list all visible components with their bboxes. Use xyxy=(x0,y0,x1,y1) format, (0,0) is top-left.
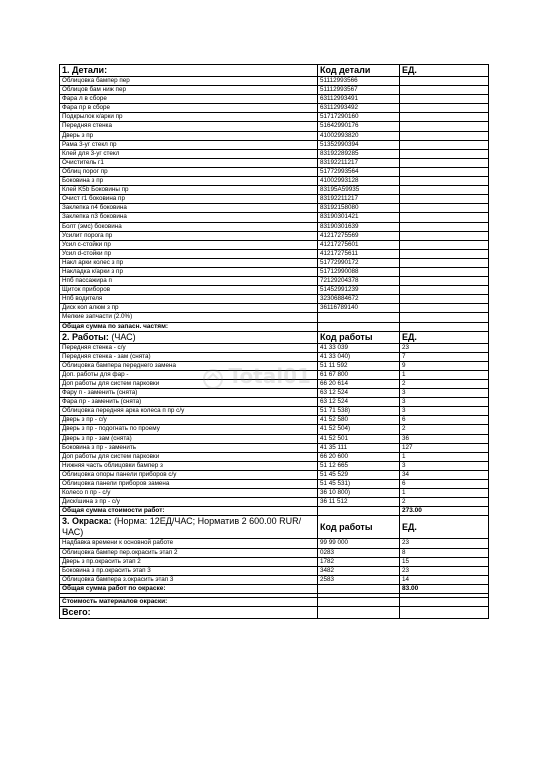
part-row xyxy=(60,231,489,240)
labor-row-unit: 6 xyxy=(400,416,489,425)
labor-row-name: Доп работы для систем парковки xyxy=(60,452,318,461)
part-row-unit xyxy=(400,195,489,204)
part-row-unit xyxy=(400,186,489,195)
labor-row-code: 63 12 524 xyxy=(318,389,400,398)
labor-row-code: 36 11 512 xyxy=(318,498,400,507)
part-row-name: Фара пр в сборе xyxy=(60,104,318,113)
parts-total xyxy=(60,322,489,331)
labor-row-name: Облицовка передняя арка колеса п пр с/у xyxy=(60,407,318,416)
part-row xyxy=(60,277,489,286)
part-row-code: 32306884672 xyxy=(318,295,400,304)
labor-header-row xyxy=(60,331,489,343)
parts-total-label: Общая сумма по запасн. частям: xyxy=(60,322,318,331)
labor-row-code: 41 52 501 xyxy=(318,434,400,443)
part-row-unit xyxy=(400,286,489,295)
part-row xyxy=(60,258,489,267)
materials-value xyxy=(400,597,489,606)
part-row-unit xyxy=(400,77,489,86)
part-row-unit xyxy=(400,167,489,176)
part-row-code: 41217275569 xyxy=(318,231,400,240)
paint-row xyxy=(60,575,489,584)
part-row-unit xyxy=(400,204,489,213)
paint-total-spacer xyxy=(318,584,400,593)
part-row-code: 41217275611 xyxy=(318,249,400,258)
parts-header-row xyxy=(60,65,489,77)
part-row-code xyxy=(318,313,400,322)
labor-row-unit: 1 xyxy=(400,489,489,498)
part-row-name: Нпб водителя xyxy=(60,295,318,304)
paint-row-unit: 8 xyxy=(400,548,489,557)
part-row-name: Накл арки колес з пр xyxy=(60,258,318,267)
paint-title-note: (Норма: 12ЕД/ЧАС; Норматив 2 600.00 RUR/ЧАС) xyxy=(62,516,302,538)
paint-row-unit: 23 xyxy=(400,566,489,575)
part-row xyxy=(60,86,489,95)
part-row-unit xyxy=(400,277,489,286)
labor-row-unit: 3 xyxy=(400,407,489,416)
parts-total-value xyxy=(400,322,489,331)
labor-row-code: 51 12 665 xyxy=(318,461,400,470)
labor-row-unit: 34 xyxy=(400,470,489,479)
labor-row xyxy=(60,398,489,407)
labor-row-name: Облицовка опоры панели приборов с/у xyxy=(60,470,318,479)
labor-row-code: 41 33 040) xyxy=(318,352,400,361)
part-row xyxy=(60,267,489,276)
labor-row-unit: 6 xyxy=(400,480,489,489)
part-row-name: Заклепка n4 боковина xyxy=(60,204,318,213)
part-row-name: Усил с-стойки пр xyxy=(60,240,318,249)
parts-total-row xyxy=(60,322,489,331)
part-row xyxy=(60,140,489,149)
labor-row-unit: 2 xyxy=(400,498,489,507)
part-row-name: Болт (эмс) боковина xyxy=(60,222,318,231)
labor-row-unit: 9 xyxy=(400,361,489,370)
labor-row-code: 63 12 524 xyxy=(318,398,400,407)
labor-row-name: Фара пр - заменить (снята) xyxy=(60,398,318,407)
labor-row-unit: 3 xyxy=(400,398,489,407)
labor-unit-header: ЕД. xyxy=(400,331,489,343)
parts-title: 1. Детали: xyxy=(60,65,318,77)
part-row-name: Щиток приборов xyxy=(60,286,318,295)
part-row-unit xyxy=(400,104,489,113)
part-row-unit xyxy=(400,131,489,140)
labor-row xyxy=(60,425,489,434)
materials-row xyxy=(60,597,489,606)
labor-row xyxy=(60,343,489,352)
part-row-unit xyxy=(400,304,489,313)
labor-total-row xyxy=(60,507,489,516)
part-row xyxy=(60,249,489,258)
part-row-code: 83192211217 xyxy=(318,158,400,167)
labor-title: 2. Работы: xyxy=(62,331,109,342)
labor-row-unit: 2 xyxy=(400,380,489,389)
part-row xyxy=(60,286,489,295)
labor-row-code: 41 33 039 xyxy=(318,343,400,352)
part-row-name: Усилит порога пр xyxy=(60,231,318,240)
part-row xyxy=(60,113,489,122)
parts-code-header: Код детали xyxy=(318,65,400,77)
part-row-name: Фара л в сборе xyxy=(60,95,318,104)
part-row-unit xyxy=(400,258,489,267)
paint-row-name: Облицовка бампер пер.окрасить этап 2 xyxy=(60,548,318,557)
paint-code-header: Код работы xyxy=(318,516,400,539)
part-row-name: Рама 3-уг стекл пр xyxy=(60,140,318,149)
labor-code-header: Код работы xyxy=(318,331,400,343)
part-row xyxy=(60,304,489,313)
paint-row-code: 99 99 000 xyxy=(318,539,400,548)
part-row-code: 72129204378 xyxy=(318,277,400,286)
labor-total-value: 273.00 xyxy=(400,507,489,516)
part-row xyxy=(60,77,489,86)
labor-row xyxy=(60,352,489,361)
part-row-code: 51352990394 xyxy=(318,140,400,149)
part-row-unit xyxy=(400,249,489,258)
labor-row-name: Нижняя часть облицовки бампер з xyxy=(60,461,318,470)
part-row-unit xyxy=(400,240,489,249)
labor-row xyxy=(60,443,489,452)
part-row-name: Очиститель г1 xyxy=(60,158,318,167)
part-row-code: 51112993567 xyxy=(318,86,400,95)
labor-row xyxy=(60,361,489,370)
labor-row-code: 51 45 531) xyxy=(318,480,400,489)
labor-row-code: 51 45 529 xyxy=(318,470,400,479)
part-row-unit xyxy=(400,158,489,167)
grand-total-row xyxy=(60,607,489,619)
labor-row xyxy=(60,461,489,470)
paint-total-row xyxy=(60,584,489,593)
part-row-name: Диск кол алюм з пр xyxy=(60,304,318,313)
part-row xyxy=(60,186,489,195)
part-row-unit xyxy=(400,295,489,304)
part-row xyxy=(60,122,489,131)
part-row-name: Очист г1 боковина пр xyxy=(60,195,318,204)
labor-row xyxy=(60,389,489,398)
part-row-unit xyxy=(400,95,489,104)
labor-title-note: (ЧАС) xyxy=(111,331,136,342)
part-row xyxy=(60,149,489,158)
part-row-name: Передняя стенка xyxy=(60,122,318,131)
part-row-unit xyxy=(400,267,489,276)
paint-row-code: 0283 xyxy=(318,548,400,557)
labor-row-code: 66 20 614 xyxy=(318,380,400,389)
part-row-code: 51712990088 xyxy=(318,267,400,276)
watermark-text: Total01 xyxy=(228,364,311,388)
labor-row-unit: 36 xyxy=(400,434,489,443)
part-row xyxy=(60,131,489,140)
labor-row-code: 66 20 600 xyxy=(318,452,400,461)
part-row-unit xyxy=(400,313,489,322)
part-row-unit xyxy=(400,140,489,149)
paint-row-code: 2583 xyxy=(318,575,400,584)
paint-total xyxy=(60,584,489,618)
parts-section xyxy=(60,65,489,323)
part-row-code: 51717290160 xyxy=(318,113,400,122)
part-row xyxy=(60,295,489,304)
part-row-name: Накладка к/арки з пр xyxy=(60,267,318,276)
labor-row xyxy=(60,470,489,479)
labor-section xyxy=(60,331,489,507)
paint-row-unit: 14 xyxy=(400,575,489,584)
paint-unit-header: ЕД. xyxy=(400,516,489,539)
grand-total-spacer xyxy=(318,607,400,619)
part-row-code: 36116789140 xyxy=(318,304,400,313)
part-row-unit xyxy=(400,86,489,95)
labor-title-cell xyxy=(60,331,318,343)
labor-row-name: Дверь з пр - подогнать по проему xyxy=(60,425,318,434)
paint-title-cell xyxy=(60,516,318,539)
labor-row-name: Доп работы для систем парковки xyxy=(60,380,318,389)
part-row-name: Заклепка n3 боковина xyxy=(60,213,318,222)
part-row-code: 51452991239 xyxy=(318,286,400,295)
paint-row xyxy=(60,557,489,566)
labor-row-name: Передняя стенка - зам (снята) xyxy=(60,352,318,361)
part-row xyxy=(60,222,489,231)
paint-row-unit: 23 xyxy=(400,539,489,548)
labor-row-unit: 3 xyxy=(400,389,489,398)
part-row-unit xyxy=(400,213,489,222)
labor-row-name: Дверь з пр - с/у xyxy=(60,416,318,425)
part-row xyxy=(60,204,489,213)
part-row-name: Облицов бам ниж пер xyxy=(60,86,318,95)
grand-total-value xyxy=(400,607,489,619)
paint-row-name: Надбавка времени к основной работе xyxy=(60,539,318,548)
labor-row-code: 51 11 592 xyxy=(318,361,400,370)
labor-row-unit: 3 xyxy=(400,461,489,470)
part-row-name: Мелкие запчасти (2.0%) xyxy=(60,313,318,322)
paint-row xyxy=(60,539,489,548)
part-row-name: Клей для 3-уг стекл xyxy=(60,149,318,158)
part-row-code: 83192211217 xyxy=(318,195,400,204)
part-row-name: Боковина з пр xyxy=(60,177,318,186)
paint-row-code: 3482 xyxy=(318,566,400,575)
part-row-unit xyxy=(400,231,489,240)
labor-row-name: Дверь з пр - зам (снята) xyxy=(60,434,318,443)
part-row-code: 51112993566 xyxy=(318,77,400,86)
part-row-code: 41002993128 xyxy=(318,177,400,186)
labor-row xyxy=(60,407,489,416)
paint-section xyxy=(60,516,489,584)
labor-total-spacer xyxy=(318,507,400,516)
parts-total-spacer xyxy=(318,322,400,331)
paint-row-name: Боковина з пр.окрасить этап 3 xyxy=(60,566,318,575)
part-row xyxy=(60,167,489,176)
labor-row-unit: 23 xyxy=(400,343,489,352)
paint-row xyxy=(60,548,489,557)
labor-row-unit: 2 xyxy=(400,425,489,434)
part-row-unit xyxy=(400,122,489,131)
labor-row-code: 41 35 111 xyxy=(318,443,400,452)
part-row-code: 83190301639 xyxy=(318,222,400,231)
part-row-name: Подкрылок к/арки пр xyxy=(60,113,318,122)
labor-row-code: 51 71 538) xyxy=(318,407,400,416)
labor-row-code: 41 52 504) xyxy=(318,425,400,434)
paint-row-name: Дверь з пр.окрасить этап 2 xyxy=(60,557,318,566)
paint-row xyxy=(60,566,489,575)
labor-row-code: 41 52 580 xyxy=(318,416,400,425)
labor-row xyxy=(60,416,489,425)
paint-title: 3. Окраска: xyxy=(62,516,112,527)
part-row-code: 83195A59935 xyxy=(318,186,400,195)
materials-spacer xyxy=(318,597,400,606)
part-row xyxy=(60,240,489,249)
part-row-unit xyxy=(400,113,489,122)
part-row xyxy=(60,95,489,104)
part-row-name: Нпб пассажира п xyxy=(60,277,318,286)
labor-total-label: Общая сумма стоимости работ: xyxy=(60,507,318,516)
part-row-unit xyxy=(400,177,489,186)
estimate-table xyxy=(59,64,489,619)
labor-row-name: Облицовка бампера переднего замена xyxy=(60,361,318,370)
part-row xyxy=(60,104,489,113)
estimate-sheet xyxy=(59,64,488,619)
paint-total-value: 83.00 xyxy=(400,584,489,593)
part-row xyxy=(60,177,489,186)
materials-label: Стоимость материалов окраски: xyxy=(60,597,318,606)
labor-row-name: Боковина з пр - заменить xyxy=(60,443,318,452)
labor-row-name: Фару п - заменить (снята) xyxy=(60,389,318,398)
labor-row-name: Передняя стенка - с/у xyxy=(60,343,318,352)
labor-total xyxy=(60,507,489,516)
part-row-code: 63112993492 xyxy=(318,104,400,113)
part-row-name: Дверь з пр xyxy=(60,131,318,140)
part-row-code: 83192289285 xyxy=(318,149,400,158)
paint-header-row xyxy=(60,516,489,539)
grand-total-label: Всего: xyxy=(60,607,318,619)
part-row-name: Усил d-стойки пр xyxy=(60,249,318,258)
labor-row xyxy=(60,480,489,489)
labor-row-name: Колесо п пр - с/у xyxy=(60,489,318,498)
labor-row-unit: 1 xyxy=(400,370,489,379)
labor-row-code: 61 67 800 xyxy=(318,370,400,379)
part-row-unit xyxy=(400,222,489,231)
part-row xyxy=(60,313,489,322)
labor-row-code: 36 10 800) xyxy=(318,489,400,498)
parts-unit-header: ЕД. xyxy=(400,65,489,77)
labor-row-unit: 1 xyxy=(400,452,489,461)
labor-row xyxy=(60,370,489,379)
labor-row-name: Доп. работы для фар - xyxy=(60,370,318,379)
paint-row-name: Облицовка бампера з.окрасить этап 3 xyxy=(60,575,318,584)
paint-row-unit: 15 xyxy=(400,557,489,566)
part-row xyxy=(60,213,489,222)
part-row-unit xyxy=(400,149,489,158)
labor-row xyxy=(60,452,489,461)
labor-row xyxy=(60,489,489,498)
labor-row-unit: 127 xyxy=(400,443,489,452)
part-row xyxy=(60,158,489,167)
part-row-code: 51642990176 xyxy=(318,122,400,131)
labor-row xyxy=(60,498,489,507)
labor-row xyxy=(60,434,489,443)
part-row-code: 51772990172 xyxy=(318,258,400,267)
part-row-code: 41002993820 xyxy=(318,131,400,140)
part-row-code: 41217275601 xyxy=(318,240,400,249)
part-row-code: 63112993491 xyxy=(318,95,400,104)
part-row-code: 51772993564 xyxy=(318,167,400,176)
part-row-code: 83190301421 xyxy=(318,213,400,222)
part-row-name: Облицовка бампер пер xyxy=(60,77,318,86)
part-row-name: Облиц порог пр xyxy=(60,167,318,176)
labor-row xyxy=(60,380,489,389)
paint-total-label: Общая сумма работ по окраске: xyxy=(60,584,318,593)
part-row xyxy=(60,195,489,204)
part-row-code: 83192158080 xyxy=(318,204,400,213)
labor-row-name: Облицовка панели приборов замена xyxy=(60,480,318,489)
labor-row-unit: 7 xyxy=(400,352,489,361)
paint-row-code: 1782 xyxy=(318,557,400,566)
part-row-name: Клей K5b Боковины пр xyxy=(60,186,318,195)
labor-row-name: Диск/шина з пр - с/у xyxy=(60,498,318,507)
